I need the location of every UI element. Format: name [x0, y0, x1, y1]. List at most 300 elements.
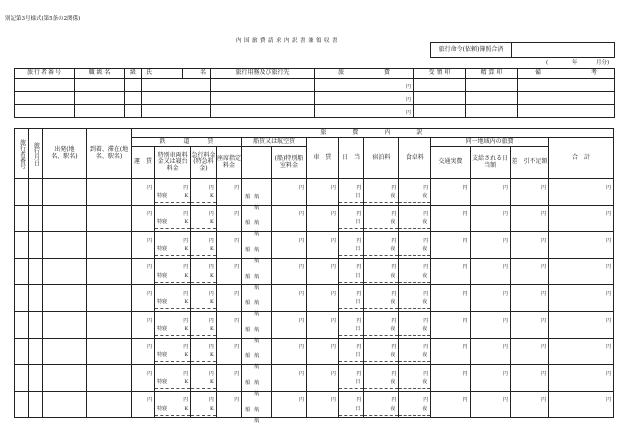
fare-cell[interactable]: [131, 232, 154, 259]
meal-cell[interactable]: [399, 285, 431, 312]
night-label: 夜: [390, 219, 396, 226]
air-label: 航: [254, 353, 260, 360]
day-label: 日: [355, 405, 361, 412]
special-cell[interactable]: [155, 365, 191, 392]
car-cell[interactable]: [306, 205, 338, 232]
meal-cell[interactable]: [399, 232, 431, 259]
ship-fare-cell[interactable]: [271, 258, 306, 285]
special-cell[interactable]: [155, 391, 191, 418]
fare-cell[interactable]: [131, 179, 154, 206]
lodging-cell[interactable]: [364, 285, 399, 312]
daily-cell[interactable]: [338, 179, 363, 206]
reserved-cell[interactable]: [216, 285, 241, 312]
yen-label: 円: [356, 264, 362, 271]
month-day-cell[interactable]: [28, 205, 42, 232]
yen-label: 円: [183, 290, 189, 297]
depart-cell[interactable]: [42, 365, 87, 392]
yen-label: 円: [462, 237, 468, 244]
month-day-cell[interactable]: [28, 258, 42, 285]
air-label-2: 航: [254, 311, 260, 318]
reserved-cell[interactable]: [216, 338, 241, 365]
yen-label: 円: [423, 290, 429, 297]
boat-air-cell[interactable]: [242, 285, 272, 318]
k-label: K: [209, 272, 214, 279]
hdr-remarks: [518, 69, 615, 79]
total-cell[interactable]: [549, 365, 614, 392]
lodging-cell[interactable]: [364, 391, 399, 418]
cell[interactable]: [414, 92, 466, 105]
yen-label: 円: [502, 344, 508, 351]
ship-fare-cell[interactable]: [271, 391, 306, 418]
yen-label: 円: [541, 370, 547, 377]
traveler-no-cell[interactable]: [15, 232, 29, 259]
ship-fare-cell[interactable]: [271, 365, 306, 392]
cell[interactable]: [211, 79, 315, 92]
yen-label: 円: [208, 264, 214, 271]
breakdown-row: [15, 338, 614, 365]
meal-cell[interactable]: [399, 258, 431, 285]
yen-label: 円: [183, 184, 189, 191]
fare-cell[interactable]: [131, 338, 154, 365]
hdr-reserved: 座席指定料金: [216, 147, 241, 179]
deduct-cell[interactable]: [510, 205, 548, 232]
boat-air-cell[interactable]: [242, 205, 272, 238]
boat-label: 船: [245, 220, 251, 227]
arrive-cell[interactable]: [87, 365, 132, 392]
air-label: 航: [254, 300, 260, 307]
night-label: 夜: [390, 272, 396, 279]
ship-fare-cell[interactable]: [271, 338, 306, 365]
transport-cell[interactable]: [431, 179, 470, 206]
transport-cell[interactable]: [431, 365, 470, 392]
meal-cell[interactable]: [399, 179, 431, 206]
yen-label: 円: [605, 264, 611, 271]
traveler-no-cell[interactable]: [15, 365, 29, 392]
deduct-cell[interactable]: [510, 391, 548, 418]
deduct-cell[interactable]: [510, 338, 548, 365]
reserved-cell[interactable]: [216, 258, 241, 285]
car-cell[interactable]: [306, 285, 338, 312]
hdr-boat-col: [242, 147, 272, 179]
paid-cell[interactable]: [470, 179, 510, 206]
transport-cell[interactable]: [431, 258, 470, 285]
daily-cell[interactable]: [338, 285, 363, 312]
k-label: K: [184, 405, 189, 412]
express-cell[interactable]: [191, 365, 216, 392]
yen-label: 円: [541, 397, 547, 404]
hdr-express: 急行料金(特急料金): [191, 147, 216, 179]
special-cell[interactable]: [155, 232, 191, 259]
car-cell[interactable]: [306, 179, 338, 206]
yen-label: 円: [356, 184, 362, 191]
yen-label: 円: [356, 344, 362, 351]
month-day-cell[interactable]: [28, 179, 42, 206]
deduct-cell[interactable]: [510, 232, 548, 259]
month-day-cell[interactable]: [28, 232, 42, 259]
cell[interactable]: [125, 79, 142, 92]
depart-cell[interactable]: [42, 232, 87, 259]
paid-cell[interactable]: [470, 338, 510, 365]
arrive-cell[interactable]: [87, 338, 132, 365]
night-label: 夜: [422, 272, 428, 279]
lodging-cell[interactable]: [364, 258, 399, 285]
total-cell[interactable]: [549, 232, 614, 259]
daily-cell[interactable]: [338, 338, 363, 365]
yen-label: 円: [234, 370, 240, 377]
hdr-remarks-a: 備: [534, 69, 541, 77]
cell[interactable]: [414, 79, 466, 92]
yen-label: 円: [405, 96, 411, 103]
yen-label: 円: [423, 370, 429, 377]
k-label: K: [184, 299, 189, 306]
hdr-deduct: 差 引不足額: [510, 147, 548, 179]
deduct-cell[interactable]: [510, 179, 548, 206]
traveler-no-cell[interactable]: [15, 391, 29, 418]
reserved-cell[interactable]: [216, 365, 241, 392]
hdr-car: 車 賃: [306, 138, 338, 179]
month-day-cell[interactable]: [28, 391, 42, 418]
fare-cell[interactable]: [131, 285, 154, 312]
total-cell[interactable]: [549, 258, 614, 285]
boat-label: 船: [245, 353, 251, 360]
daily-cell[interactable]: [338, 365, 363, 392]
cell[interactable]: [75, 105, 125, 118]
lodging-cell[interactable]: [364, 338, 399, 365]
lodging-cell[interactable]: [364, 205, 399, 232]
yen-label: 円: [462, 184, 468, 191]
traveler-no-cell[interactable]: [15, 258, 29, 285]
expense-cell[interactable]: [315, 105, 414, 118]
special-cell[interactable]: [155, 258, 191, 285]
deduct-cell[interactable]: [510, 258, 548, 285]
air-label-2: 航: [254, 390, 260, 397]
traveler-no-cell[interactable]: [15, 205, 29, 232]
arrive-cell[interactable]: [87, 232, 132, 259]
yen-label: 円: [541, 317, 547, 324]
sleeper-label: 特寝: [157, 405, 168, 412]
cell[interactable]: [518, 79, 615, 92]
boat-air-cell[interactable]: [242, 311, 272, 344]
traveler-no-cell[interactable]: [15, 285, 29, 312]
date-month: 月分): [596, 60, 610, 66]
expense-cell[interactable]: [315, 92, 414, 105]
night-label: 夜: [422, 299, 428, 306]
daily-cell[interactable]: [338, 258, 363, 285]
car-cell[interactable]: [306, 311, 338, 338]
express-cell[interactable]: [191, 285, 216, 312]
yen-label: 円: [502, 290, 508, 297]
meal-cell[interactable]: [399, 391, 431, 418]
deduct-cell[interactable]: [510, 285, 548, 312]
lodging-cell[interactable]: [364, 365, 399, 392]
day-label: 日: [355, 192, 361, 199]
express-cell[interactable]: [191, 391, 216, 418]
special-cell[interactable]: [155, 179, 191, 206]
approval-box: [430, 42, 615, 58]
special-cell[interactable]: [155, 338, 191, 365]
reserved-cell[interactable]: [216, 232, 241, 259]
cell[interactable]: [414, 105, 466, 118]
hdr-settle-stamp: 精 算 印: [466, 69, 518, 79]
cell[interactable]: [466, 105, 518, 118]
reserved-cell[interactable]: [216, 391, 241, 418]
boat-air-cell[interactable]: [242, 232, 272, 264]
fare-cell[interactable]: [131, 258, 154, 285]
total-cell[interactable]: [549, 338, 614, 365]
paid-cell[interactable]: [470, 311, 510, 338]
depart-cell[interactable]: [42, 311, 87, 338]
transport-cell[interactable]: [431, 285, 470, 312]
breakdown-row: [15, 391, 614, 418]
yen-label: 円: [356, 290, 362, 297]
car-cell[interactable]: [306, 338, 338, 365]
expense-cell[interactable]: [315, 79, 414, 92]
total-cell[interactable]: [549, 391, 614, 418]
hdr-given: 名: [183, 69, 211, 79]
cell[interactable]: [211, 105, 315, 118]
yen-label: 円: [147, 211, 153, 218]
traveler-no-cell[interactable]: [15, 179, 29, 206]
cell[interactable]: [125, 92, 142, 105]
night-label: 夜: [422, 352, 428, 359]
yen-label: 円: [462, 344, 468, 351]
yen-label: 円: [147, 344, 153, 351]
air-label: 航: [254, 273, 260, 280]
cell[interactable]: [15, 105, 75, 118]
hdr-lodging: 宿泊料: [364, 138, 399, 179]
yen-label: 円: [462, 317, 468, 324]
arrive-cell[interactable]: [87, 205, 132, 232]
total-cell[interactable]: [549, 311, 614, 338]
yen-label: 円: [356, 211, 362, 218]
car-cell[interactable]: [306, 365, 338, 392]
hdr-expense: [315, 69, 414, 79]
cell[interactable]: [466, 79, 518, 92]
yen-label: 円: [462, 264, 468, 271]
express-cell[interactable]: [191, 232, 216, 259]
ship-fare-cell[interactable]: [271, 311, 306, 338]
fare-cell[interactable]: [131, 205, 154, 232]
deduct-cell[interactable]: [510, 311, 548, 338]
yen-label: 円: [391, 370, 397, 377]
fare-cell[interactable]: [131, 311, 154, 338]
daily-cell[interactable]: [338, 391, 363, 418]
sleeper-label: 特寝: [157, 272, 168, 279]
cell[interactable]: [75, 92, 125, 105]
ship-fare-cell[interactable]: [271, 232, 306, 259]
yen-label: 円: [298, 237, 304, 244]
express-cell[interactable]: [191, 179, 216, 206]
air-label-2: 航: [254, 257, 260, 264]
meal-cell[interactable]: [399, 205, 431, 232]
k-label: K: [184, 245, 189, 252]
yen-label: 円: [405, 109, 411, 116]
transport-cell[interactable]: [431, 205, 470, 232]
night-label: 夜: [390, 378, 396, 385]
yen-label: 円: [208, 397, 214, 404]
fare-cell[interactable]: [131, 391, 154, 418]
yen-label: 円: [541, 290, 547, 297]
boat-label: 船: [245, 246, 251, 253]
hdr-special: 特別車両料金又は寝台料金: [155, 147, 191, 179]
lodging-cell[interactable]: [364, 311, 399, 338]
deduct-cell[interactable]: [510, 365, 548, 392]
depart-cell[interactable]: [42, 338, 87, 365]
yen-label: 円: [183, 211, 189, 218]
lodging-cell[interactable]: [364, 179, 399, 206]
hdr-position: 職 級 名: [75, 69, 125, 79]
cell[interactable]: [142, 105, 211, 118]
depart-cell[interactable]: [42, 285, 87, 312]
boat-air-cell[interactable]: [242, 258, 272, 291]
express-cell[interactable]: [191, 205, 216, 232]
hdr-travel-costs: 旅 費 内 訳: [131, 129, 613, 138]
ship-fare-cell[interactable]: [271, 205, 306, 232]
ship-fare-cell[interactable]: [271, 179, 306, 206]
meal-cell[interactable]: [399, 365, 431, 392]
daily-cell[interactable]: [338, 311, 363, 338]
daily-cell[interactable]: [338, 232, 363, 259]
yen-label: 円: [183, 344, 189, 351]
boat-label: 船: [245, 379, 251, 386]
paid-cell[interactable]: [470, 365, 510, 392]
total-cell[interactable]: [549, 285, 614, 312]
car-cell[interactable]: [306, 258, 338, 285]
fare-cell[interactable]: [131, 365, 154, 392]
boat-air-cell[interactable]: [242, 338, 272, 371]
transport-cell[interactable]: [431, 311, 470, 338]
arrive-cell[interactable]: [87, 285, 132, 312]
reserved-cell[interactable]: [216, 179, 241, 206]
reserved-cell[interactable]: [216, 311, 241, 338]
air-label: 航: [254, 193, 260, 200]
cell[interactable]: [211, 92, 315, 105]
depart-cell[interactable]: [42, 391, 87, 418]
yen-label: 円: [502, 211, 508, 218]
arrive-cell[interactable]: [87, 311, 132, 338]
yen-label: 円: [502, 370, 508, 377]
night-label: 夜: [390, 325, 396, 332]
air-label-2: 航: [254, 204, 260, 211]
paid-cell[interactable]: [470, 232, 510, 259]
month-day-cell[interactable]: [28, 365, 42, 392]
yen-label: 円: [208, 370, 214, 377]
boat-air-cell[interactable]: [242, 391, 272, 424]
yen-label: 円: [541, 211, 547, 218]
total-cell[interactable]: [549, 205, 614, 232]
yen-label: 円: [462, 397, 468, 404]
k-label: K: [209, 378, 214, 385]
k-label: K: [209, 325, 214, 332]
air-label-2: 航: [254, 231, 260, 238]
paid-cell[interactable]: [470, 258, 510, 285]
transport-cell[interactable]: [431, 232, 470, 259]
cell[interactable]: [15, 92, 75, 105]
daily-cell[interactable]: [338, 205, 363, 232]
special-cell[interactable]: [155, 285, 191, 312]
total-cell[interactable]: [549, 179, 614, 206]
day-label: 日: [355, 325, 361, 332]
depart-cell[interactable]: [42, 258, 87, 285]
day-label: 日: [355, 245, 361, 252]
month-day-cell[interactable]: [28, 285, 42, 312]
boat-air-cell[interactable]: [242, 365, 272, 397]
hdr-daily: 日 当: [338, 138, 363, 179]
car-cell[interactable]: [306, 391, 338, 418]
express-cell[interactable]: [191, 311, 216, 338]
yen-label: 円: [208, 237, 214, 244]
k-label: K: [209, 219, 214, 226]
transport-cell[interactable]: [431, 391, 470, 418]
hdr-grade: 級: [125, 69, 142, 79]
cell[interactable]: [518, 105, 615, 118]
yen-label: 円: [234, 184, 240, 191]
lodging-cell[interactable]: [364, 232, 399, 259]
traveler-no-cell[interactable]: [15, 338, 29, 365]
yen-label: 円: [605, 290, 611, 297]
yen-label: 円: [605, 184, 611, 191]
yen-label: 円: [147, 397, 153, 404]
yen-label: 円: [391, 184, 397, 191]
meal-cell[interactable]: [399, 338, 431, 365]
boat-air-cell[interactable]: [242, 179, 272, 211]
arrive-cell[interactable]: [87, 391, 132, 418]
cell[interactable]: [142, 79, 211, 92]
hdr-paid: 支給される日当額: [470, 147, 510, 179]
yen-label: 円: [391, 344, 397, 351]
reserved-cell[interactable]: [216, 205, 241, 232]
cell[interactable]: [142, 92, 211, 105]
paid-cell[interactable]: [470, 205, 510, 232]
month-day-cell[interactable]: [28, 311, 42, 338]
boat-label: 船: [245, 193, 251, 200]
depart-cell[interactable]: [42, 205, 87, 232]
air-label: 航: [254, 220, 260, 227]
cell[interactable]: [518, 92, 615, 105]
express-cell[interactable]: [191, 258, 216, 285]
depart-cell[interactable]: [42, 179, 87, 206]
boat-label: 船: [245, 406, 251, 413]
paid-cell[interactable]: [470, 285, 510, 312]
yen-label: 円: [405, 83, 411, 90]
special-cell[interactable]: [155, 205, 191, 232]
month-day-cell[interactable]: [28, 338, 42, 365]
transport-cell[interactable]: [431, 338, 470, 365]
hdr-rail: 鉄 道 賃: [131, 138, 241, 147]
traveler-no-cell[interactable]: [15, 311, 29, 338]
yen-label: 円: [356, 317, 362, 324]
cell[interactable]: [15, 79, 75, 92]
arrive-cell[interactable]: [87, 258, 132, 285]
yen-label: 円: [502, 237, 508, 244]
night-label: 夜: [422, 192, 428, 199]
day-label: 日: [355, 219, 361, 226]
day-label: 日: [355, 272, 361, 279]
yen-label: 円: [423, 317, 429, 324]
express-cell[interactable]: [191, 338, 216, 365]
car-cell[interactable]: [306, 232, 338, 259]
special-cell[interactable]: [155, 311, 191, 338]
cell[interactable]: [466, 92, 518, 105]
meal-cell[interactable]: [399, 311, 431, 338]
arrive-cell[interactable]: [87, 179, 132, 206]
paid-cell[interactable]: [470, 391, 510, 418]
cell[interactable]: [75, 79, 125, 92]
ship-fare-cell[interactable]: [271, 285, 306, 312]
yen-label: 円: [356, 397, 362, 404]
approval-value[interactable]: [512, 43, 615, 58]
cell[interactable]: [125, 105, 142, 118]
